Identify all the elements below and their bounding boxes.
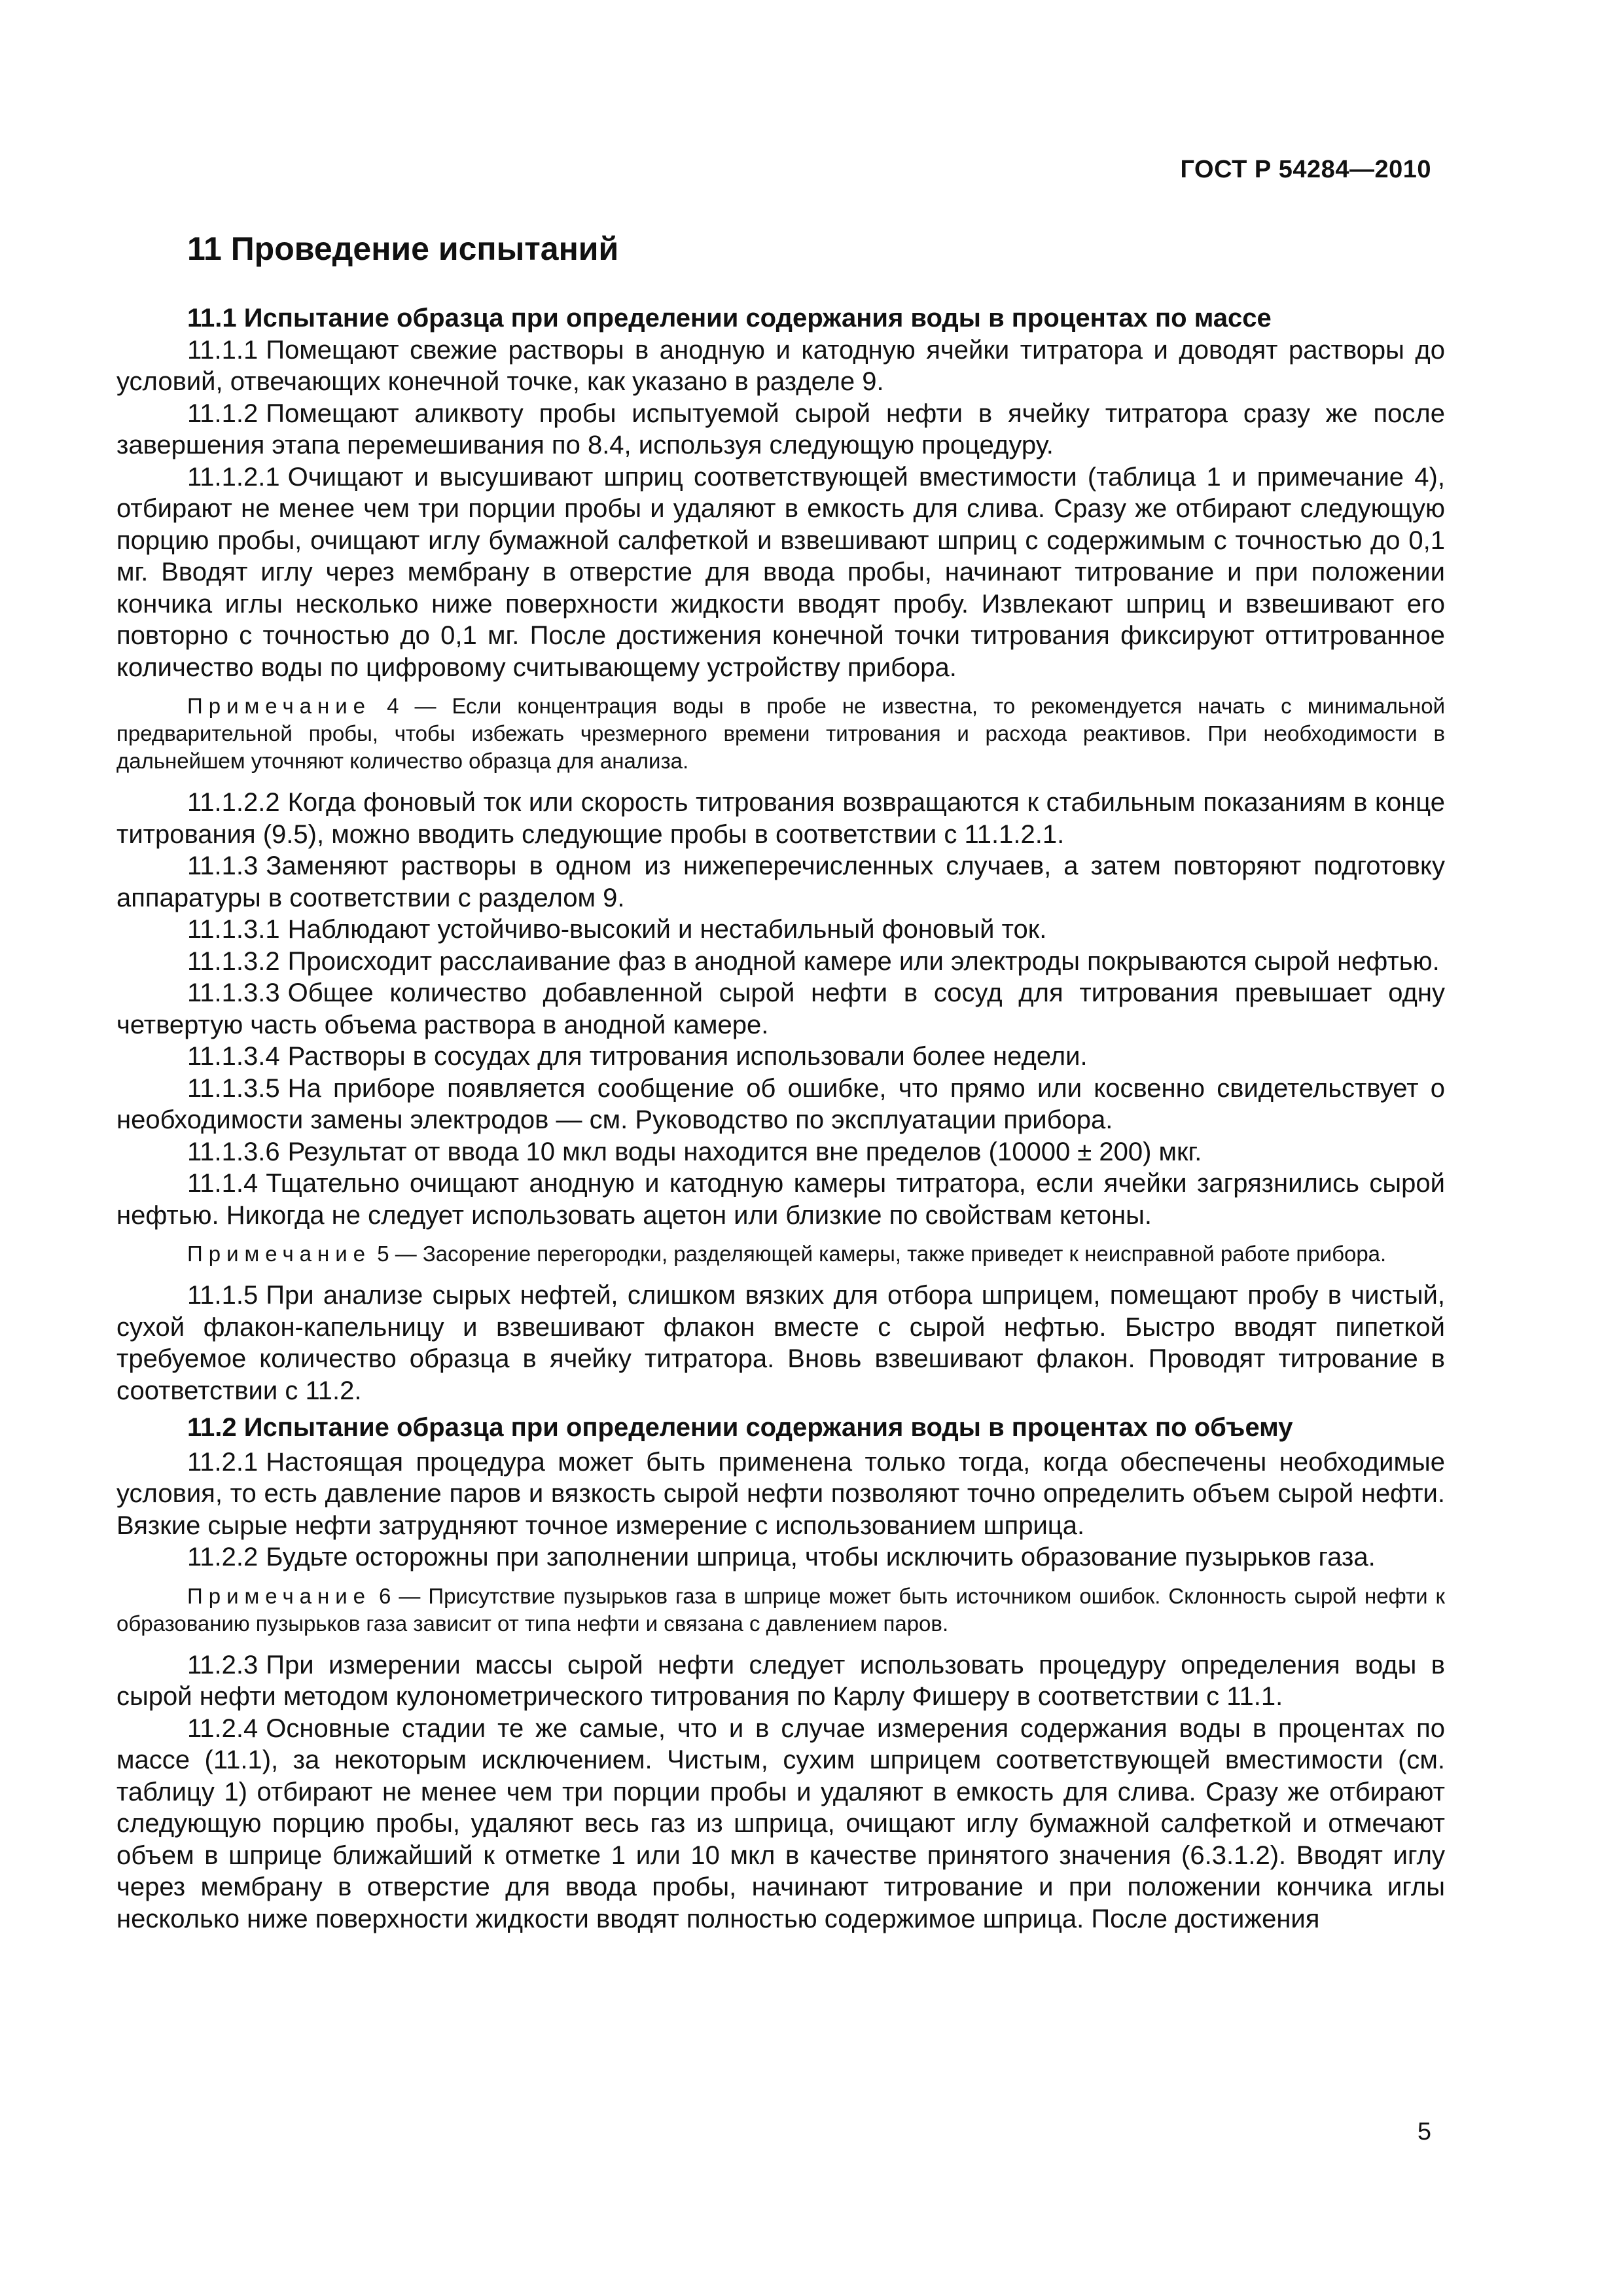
note-6: [116, 1583, 1445, 1638]
paragraph-number: 11.1.3.4: [187, 1042, 280, 1071]
paragraph-number: 11.1.3.2: [187, 946, 280, 976]
paragraph-number: 11.1.2: [187, 399, 259, 428]
paragraph-number: 11.1.3.1: [187, 915, 280, 944]
paragraph: [116, 1041, 1445, 1073]
note-4: [116, 692, 1445, 775]
paragraph-text: Когда фоновый ток или скорость титрования возвращаются к стабильным показаниям в конце титрования (9.5), можно вводить следующие пробы в соответствии с 11.1.2.1.: [116, 788, 1445, 849]
paragraph-number: 11.1.4: [187, 1169, 259, 1198]
paragraph-text: Общее количество добавленной сырой нефти в сосуд для титрования превышает одну четвертую часть объема раствора в анодной камере.: [116, 978, 1445, 1039]
note-text: 4 — Если концентрация воды в пробе не известна, то рекомендуется начать с минимальной предварительной пробы, чтобы избежать чрезмерного времени титрования и расхода реактивов. При необходимости в дальнейшем уточняют количество образца для анализа.: [116, 694, 1445, 773]
paragraph: [116, 1446, 1445, 1542]
paragraph-text: При анализе сырых нефтей, слишком вязких для отбора шприцем, помещают пробу в чистый, сухой флакон-капельницу и взвешивают флакон вместе с сырой нефтью. Быстро вводят пипеткой требуемое количество образца в ячейку титратора. Вновь взвешивают флакон. Проводят титрование в соответствии с 11.2.: [116, 1281, 1445, 1405]
paragraph-number: 11.1.2.1: [187, 462, 280, 492]
subsection-title-11-2: 11.2 Испытание образца при определении содержания воды в процентах по объему: [187, 1413, 1293, 1442]
paragraph-text: Растворы в сосудах для титрования использовали более недели.: [287, 1042, 1088, 1071]
note-label: Примечание: [187, 1583, 372, 1608]
paragraph-text: Очищают и высушивают шприц соответствующей вместимости (таблица 1 и примечание 4), отбирают не менее чем три порции пробы и удаляют в емкость для слива. Сразу же отбирают следующую порцию пробы, очищают иглу бумажной салфеткой и взвешивают шприц с содержимым с точностью до 0,1 мг. Вводят иглу через мембрану в отверстие для ввода пробы, начинают титрование и при положении кончика иглы несколько ниже поверхности жидкости вводят пробу. Извлекают шприц и взвешивают его повторно с точностью до 0,1 мг. После достижения конечной точки титрования фиксируют оттитрованное количество воды по цифровому считывающему устройству прибора.: [116, 462, 1445, 682]
note-label: Примечание: [187, 694, 372, 718]
paragraph-text: Наблюдают устойчиво-высокий и нестабильный фоновый ток.: [287, 915, 1047, 944]
paragraph-text: Заменяют растворы в одном из нижеперечисленных случаев, а затем повторяют подготовку аппаратуры в соответствии с разделом 9.: [116, 852, 1445, 912]
paragraph: [116, 461, 1445, 684]
paragraph: [116, 977, 1445, 1041]
paragraph: [116, 334, 1445, 398]
paragraph-number: 11.1.1: [187, 335, 259, 365]
note-label: Примечание: [187, 1242, 372, 1266]
paragraph: [116, 398, 1445, 461]
paragraph-number: 11.2.3: [187, 1650, 259, 1679]
paragraph-text: Будьте осторожны при заполнении шприца, чтобы исключить образование пузырьков газа.: [266, 1543, 1376, 1571]
paragraph-number: 11.2.2: [187, 1543, 259, 1571]
paragraph: [116, 1649, 1445, 1713]
section-title: 11 Проведение испытаний: [187, 230, 619, 267]
paragraph-number: 11.1.3.6: [187, 1137, 280, 1166]
paragraph: [116, 1168, 1445, 1231]
document-id-header: ГОСТ Р 54284—2010: [1180, 156, 1431, 183]
paragraph: [116, 1280, 1445, 1407]
paragraph-text: На приборе появляется сообщение об ошибке, что прямо или косвенно свидетельствует о необходимости замены электродов — см. Руководство по эксплуатации прибора.: [116, 1073, 1445, 1134]
paragraph: [116, 850, 1445, 914]
note-text: 5 — Засорение перегородки, разделяющей камеры, также приведет к неисправной работе прибора.: [377, 1242, 1387, 1266]
paragraph-number: 11.2.1: [187, 1447, 259, 1477]
paragraph-text: Помещают свежие растворы в анодную и катодную ячейки титратора и доводят растворы до условий, отвечающих конечной точке, как указано в разделе 9.: [116, 335, 1445, 396]
paragraph: [116, 946, 1445, 978]
subsection-title-11-1: 11.1 Испытание образца при определении содержания воды в процентах по массе: [187, 304, 1272, 332]
paragraph-text: Происходит расслаивание фаз в анодной камере или электроды покрываются сырой нефтью.: [287, 946, 1440, 976]
paragraph-number: 11.1.3.5: [187, 1073, 280, 1103]
paragraph-text: При измерении массы сырой нефти следует использовать процедуру определения воды в сырой нефти методом кулонометрического титрования по Карлу Фишеру в соответствии с 11.1.: [116, 1650, 1445, 1711]
paragraph-number: 11.1.2.2: [187, 788, 280, 817]
paragraph: [116, 787, 1445, 850]
paragraph-text: Тщательно очищают анодную и катодную камеры титратора, если ячейки загрязнились сырой нефтью. Никогда не следует использовать ацетон или близкие по свойствам кетоны.: [116, 1169, 1445, 1230]
paragraph-text: Помещают аликвоту пробы испытуемой сырой нефти в ячейку титратора сразу же после завершения этапа перемешивания по 8.4, используя следующую процедуру.: [116, 399, 1445, 459]
paragraph: [116, 1713, 1445, 1935]
paragraph-number: 11.2.4: [187, 1713, 259, 1743]
page-number: 5: [1417, 2118, 1431, 2145]
paragraph-text: Основные стадии те же самые, что и в случае измерения содержания воды в процентах по массе (11.1), за некоторым исключением. Чистым, сухим шприцем соответствующей вместимости (см. таблицу 1) отбирают не менее чем три порции пробы и удаляют в емкость для слива. Сразу же отбирают следующую порцию пробы, удаляют весь газ из шприца, очищают иглу бумажной салфеткой и отмечают объем в шприце ближайший к отметке 1 или 10 мкл в качестве принятого значения (6.3.1.2). Вводят иглу через мембрану в отверстие для ввода пробы, начинают титрование и при положении кончика иглы несколько ниже поверхности жидкости вводят полностью содержимое шприца. После достижения: [116, 1713, 1445, 1933]
main-content: [116, 229, 1445, 1935]
paragraph-text: Результат от ввода 10 мкл воды находится вне пределов (10000 ± 200) мкг.: [287, 1137, 1202, 1166]
paragraph-number: 11.1.3: [187, 852, 259, 880]
paragraph-number: 11.1.5: [187, 1281, 259, 1310]
paragraph: [116, 1073, 1445, 1136]
paragraph: [116, 1136, 1445, 1168]
note-5: [116, 1240, 1445, 1268]
paragraph: [116, 1541, 1445, 1573]
paragraph-text: Настоящая процедура может быть применена только тогда, когда обеспечены необходимые условия, то есть давление паров и вязкость сырой нефти позволяют точно определить объем сырой нефти. Вязкие сырые нефти затрудняют точное измерение с использованием шприца.: [116, 1447, 1445, 1540]
paragraph: [116, 914, 1445, 946]
note-text: 6 — Присутствие пузырьков газа в шприце может быть источником ошибок. Склонность сырой нефти к образованию пузырьков газа зависит от типа нефти и связана с давлением паров.: [116, 1583, 1445, 1636]
paragraph-number: 11.1.3.3: [187, 978, 280, 1007]
